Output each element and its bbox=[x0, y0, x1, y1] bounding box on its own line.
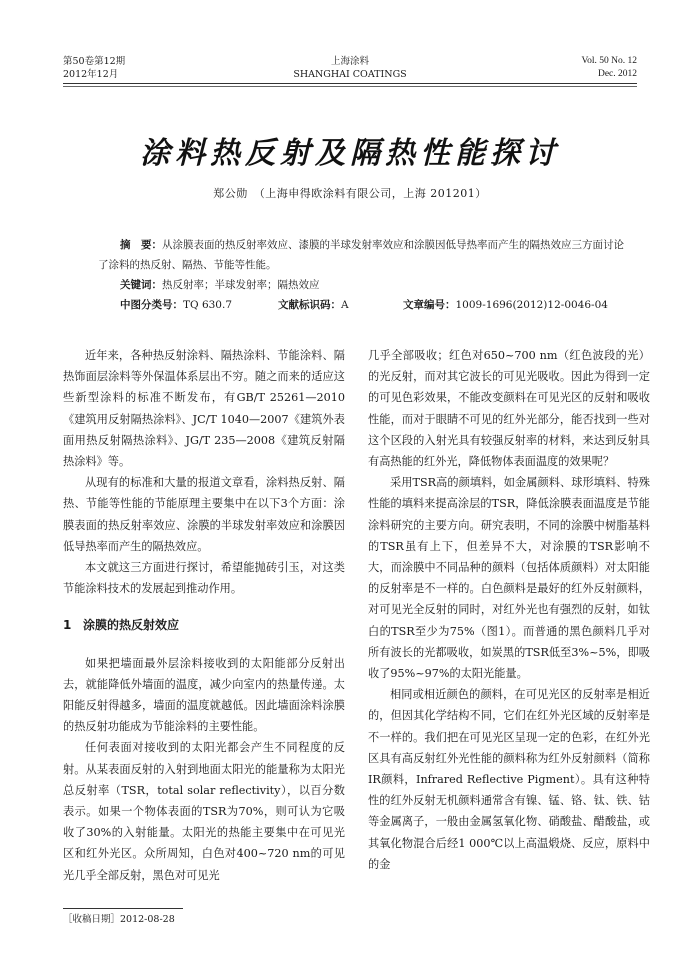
right-column bbox=[368, 345, 650, 875]
paragraph: 采用TSR高的颜填料，如金属颜料、球形填料、特殊性能的填料来提高涂层的TSR，降低涂膜表面温度是节能涂料研究的主要方向。研究表明，不同的涂膜中树脂基料的TSR虽有上下，但差异不大，对涂膜的TSR影响不大，而涂膜中不同品种的颜料（包括体质颜料）对太阳能的反射率是不一样的。白色颜料是最好的红外反射颜料，对可见光全反射的同时，对红外光也有强烈的反射，如钛白的TSR至少为75%（图1）。而普通的黑色颜料几乎对所有波长的光都吸收，如炭黑的TSR低至3%~5%，即吸收了95%~97%的太阳光能量。 bbox=[368, 476, 650, 681]
author-affiliation: 郑公勋 （上海申得欧涂料有限公司，上海 201201） bbox=[213, 187, 487, 200]
left-column bbox=[63, 345, 345, 886]
clc-number bbox=[120, 295, 278, 315]
clc-label: 中图分类号： bbox=[120, 299, 183, 311]
header-rule bbox=[63, 83, 637, 84]
received-date: ［收稿日期］2012-08-28 bbox=[63, 914, 175, 925]
abstract-block bbox=[98, 235, 630, 315]
doc-label: 文献标识码： bbox=[278, 299, 341, 311]
section-title: 涂膜的热反射效应 bbox=[83, 618, 180, 633]
keywords bbox=[98, 275, 630, 295]
doc-value: A bbox=[341, 299, 349, 311]
article-title: 涂料热反射及隔热性能探讨 bbox=[140, 136, 560, 171]
document-code bbox=[278, 295, 403, 315]
clc-value: TQ 630.7 bbox=[183, 299, 233, 311]
article-number bbox=[403, 295, 608, 315]
journal-name-en: SHANGHAI COATINGS bbox=[293, 69, 407, 80]
footnote-rule bbox=[63, 908, 183, 909]
volume-issue-en: Vol. 50 No. 12 bbox=[581, 56, 637, 66]
section-heading bbox=[63, 615, 345, 636]
journal-name: 上海涂料 bbox=[330, 56, 369, 67]
header-center bbox=[63, 55, 637, 81]
header-rule-thin bbox=[63, 86, 637, 87]
header-right bbox=[581, 55, 637, 81]
issue-date: 2012年12月 bbox=[63, 69, 119, 80]
paragraph: 相同或相近颜色的颜料，在可见光区的反射率是相近的，但因其化学结构不同，它们在红外光区域的反射率是不一样的。我们把在可见光区呈现一定的色彩，在红外光区具有高反射红外光性能的颜料称为红外反射颜料（简称IR颜料，Infrared Reflective Pigment）。具有这种特性的红外反射无机颜料通常含有镍、锰、铬、钛、铁、钴等金属离子，一般由金属氢氧化物、硝酸盐、醋酸盐，或其氧化物混合后经1 000℃以上高温煅烧、反应，原料中的金 bbox=[368, 688, 650, 871]
keywords-text: 热反射率；半球发射率；隔热效应 bbox=[162, 279, 320, 291]
paragraph: 如果把墙面最外层涂料接收到的太阳能部分反射出去，就能降低外墙面的温度，减少向室内的热量传递。太阳能反射得越多，墙面的温度就越低。因此墙面涂料涂膜的热反射功能成为节能涂料的主要性能。 bbox=[63, 656, 345, 734]
article-value: 1009-1696(2012)12-0046-04 bbox=[455, 299, 608, 311]
paragraph: 从现有的标准和大量的报道文章看，涂料热反射、隔热、节能等性能的节能原理主要集中在以下3个方面：涂膜表面的热反射率效应、涂膜的半球发射率效应和涂膜因低导热率而产生的隔热效应。 bbox=[63, 476, 345, 553]
abstract-text: 从涂膜表面的热反射率效应、漆膜的半球发射率效应和涂膜因低导热率而产生的隔热效应三方面讨论了涂料的热反射、隔热、节能等性能。 bbox=[98, 239, 624, 271]
keywords-label: 关键词： bbox=[120, 279, 162, 291]
paragraph-continued: 几乎全部吸收；红色对650~700 nm（红色波段的光）的光反射，而对其它波长的可见光吸收。因此为得到一定的可见色彩效果，不能改变颜料在可见光区的反射和吸收性能，而对于眼睛不可见的红外光部分，能否找到一些对这个区段的入射光具有较强反射率的材料，来达到反射具有高热能的红外光，降低物体表面温度的效果呢？ bbox=[368, 349, 650, 469]
section-number: 1 bbox=[63, 618, 72, 633]
classification-line bbox=[98, 295, 630, 315]
abstract bbox=[98, 235, 630, 275]
issue-date-en: Dec. 2012 bbox=[597, 69, 637, 79]
abstract-label: 摘 要： bbox=[120, 239, 162, 251]
article-label: 文章编号： bbox=[403, 299, 456, 311]
paragraph: 本文就这三方面进行探讨，希望能抛砖引玉，对这类节能涂料技术的发展起到推动作用。 bbox=[63, 561, 345, 596]
paragraph: 任何表面对接收到的太阳光都会产生不同程度的反射。从某表面反射的入射到地面太阳光的能量称为太阳光总反射率（TSR，total solar reflectivity），以百分数表示。如果一个物体表面的TSR为70%，则可认为它吸收了30%的入射能量。太阳光的热能主要集中在可见光区和红外光区。众所周知，白色对400~720 nm的可见光几乎全部反射，黑色对可见光 bbox=[63, 741, 345, 882]
volume-issue: 第50卷第12期 bbox=[63, 56, 126, 67]
running-header bbox=[63, 55, 637, 93]
paragraph: 近年来，各种热反射涂料、隔热涂料、节能涂料、隔热饰面层涂料等外保温体系层出不穷。随之而来的适应这些新型涂料的标准不断发布，有GB/T 25261—2010《建筑用反射隔热涂料》、JC/T 1040—2007《建筑外表面用热反射隔热涂料》、JG/T 235—2008《建筑反射隔热涂料》等。 bbox=[63, 349, 345, 469]
